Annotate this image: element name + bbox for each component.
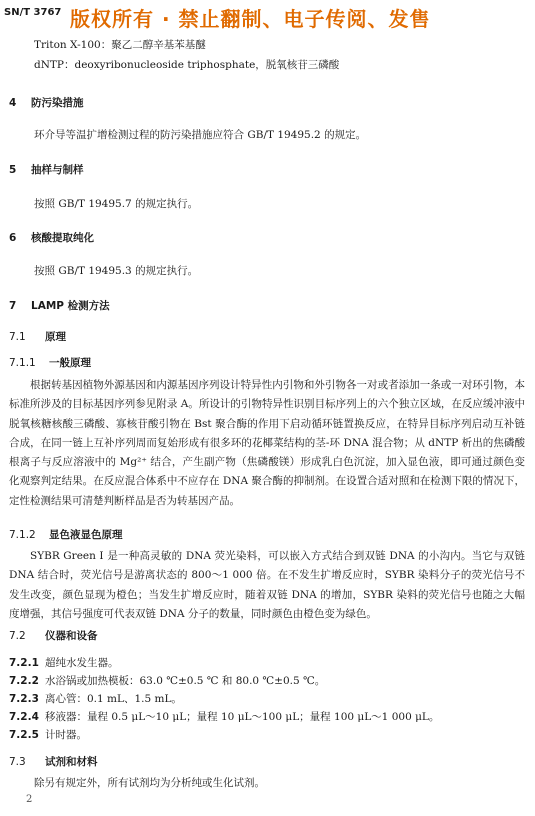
item-text: 移液器：量程 0.5 μL～10 μL；量程 10 μL～100 μL；量程 100 μL～1 000 μL。 (45, 711, 440, 723)
equipment-item (9, 655, 119, 670)
section-7-1-1-paragraph: 根据转基因植物外源基因和内源基因序列设计特异性内引物和外引物各一对或者添加一条或一对环引物，本标准所涉及的目标基因序列参见附录 A。所设计的引物特异性识别目标序列上的六个独立区域，在反应缓冲液中脱氧核糖核酸三磷酸、寡核苷酸引物在 Bst 聚合酶的作用下启动循环链置换反应，在特异目标序列启动互补链合成，在同一链上互补序列周而复始形成有很多环的花椰菜结构的茎-环 DNA 混合物；从 dNTP 析出的焦磷酸根离子与反应溶液中的 Mg²⁺ 结合，产生副产物（焦磷酸镁）形成乳白色沉淀，加入显色液，即可通过颜色变化观察判定结果。在反应混合体系中不应存在 DNA 聚合酶的抑制剂。在设置合适对照和在检测下限的情况下，定性检测结果可清楚判断样品是否为转基因产品。 (9, 379, 525, 507)
page-number: 2 (26, 794, 33, 805)
section-number: 5 (9, 164, 17, 176)
copyright-watermark: 版权所有 · 禁止翻制、电子传阅、发售 (70, 7, 431, 31)
equipment-item (9, 709, 439, 724)
item-text: 离心管：0.1 mL、1.5 mL。 (45, 693, 182, 705)
equipment-item (9, 691, 182, 706)
section-7-3-heading (9, 754, 98, 769)
section-number: 7.1 (9, 331, 26, 343)
item-number: 7.2.2 (9, 675, 39, 687)
section-title: 原理 (45, 331, 66, 343)
abbreviation-triton: Triton X-100：聚乙二醇辛基苯基醚 (34, 39, 206, 51)
section-title: 抽样与制样 (31, 164, 84, 176)
section-7-1-heading (9, 329, 66, 344)
section-4-heading (9, 95, 84, 110)
section-number: 4 (9, 97, 17, 109)
item-text: 超纯水发生器。 (45, 657, 119, 669)
section-number: 7.3 (9, 756, 26, 768)
section-7-heading (9, 298, 110, 313)
section-7-1-2-paragraph: SYBR Green Ⅰ 是一种高灵敏的 DNA 荧光染料，可以嵌入方式结合到双链 DNA 的小沟内。当它与双链 DNA 结合时，荧光信号是游离状态的 800～1 000 倍。在不发生扩增反应时，SYBR 染料分子的荧光信号不发生改变，颜色显现为橙色；当发生扩增反应时，随着双链 DNA 的增加，SYBR 染料的荧光信号也随之大幅度增强，其信号强度可代表双链 DNA 分子的数量，同时颜色由橙色变为绿色。 (9, 550, 525, 620)
section-number: 7.1.1 (9, 357, 36, 369)
item-number: 7.2.4 (9, 711, 39, 723)
section-title: 核酸提取纯化 (31, 232, 94, 244)
section-4-text: 环介导等温扩增检测过程的防污染措施应符合 GB/T 19495.2 的规定。 (34, 129, 367, 141)
section-6-text: 按照 GB/T 19495.3 的规定执行。 (34, 265, 199, 277)
section-7-1-1-heading (9, 355, 91, 370)
section-5-text: 按照 GB/T 19495.7 的规定执行。 (34, 198, 199, 210)
section-title: 防污染措施 (31, 97, 84, 109)
section-5-heading (9, 162, 84, 177)
document-code: SN/T 3767 (4, 7, 62, 18)
section-7-3-text: 除另有规定外，所有试剂均为分析纯或生化试剂。 (34, 777, 265, 789)
section-title: 显色液显色原理 (49, 529, 123, 541)
item-number: 7.2.1 (9, 657, 39, 669)
section-title: 试剂和材料 (45, 756, 98, 768)
equipment-item (9, 673, 325, 688)
section-7-1-2-heading (9, 527, 123, 542)
abbreviation-dntp: dNTP：deoxyribonucleoside triphosphate，脱氧核苷三磷酸 (34, 59, 340, 71)
section-title: 一般原理 (49, 357, 91, 369)
item-number: 7.2.5 (9, 729, 39, 741)
equipment-item (9, 727, 87, 742)
section-title: 仪器和设备 (45, 630, 98, 642)
item-number: 7.2.3 (9, 693, 39, 705)
section-6-heading (9, 230, 94, 245)
section-number: 6 (9, 232, 17, 244)
section-number: 7.2 (9, 630, 26, 642)
section-number: 7.1.2 (9, 529, 36, 541)
section-7-2-heading (9, 628, 98, 643)
item-text: 计时器。 (45, 729, 87, 741)
section-number: 7 (9, 300, 17, 312)
section-title: LAMP 检测方法 (31, 300, 110, 312)
item-text: 水浴锅或加热模板：63.0 ℃±0.5 ℃ 和 80.0 ℃±0.5 ℃。 (45, 675, 326, 687)
